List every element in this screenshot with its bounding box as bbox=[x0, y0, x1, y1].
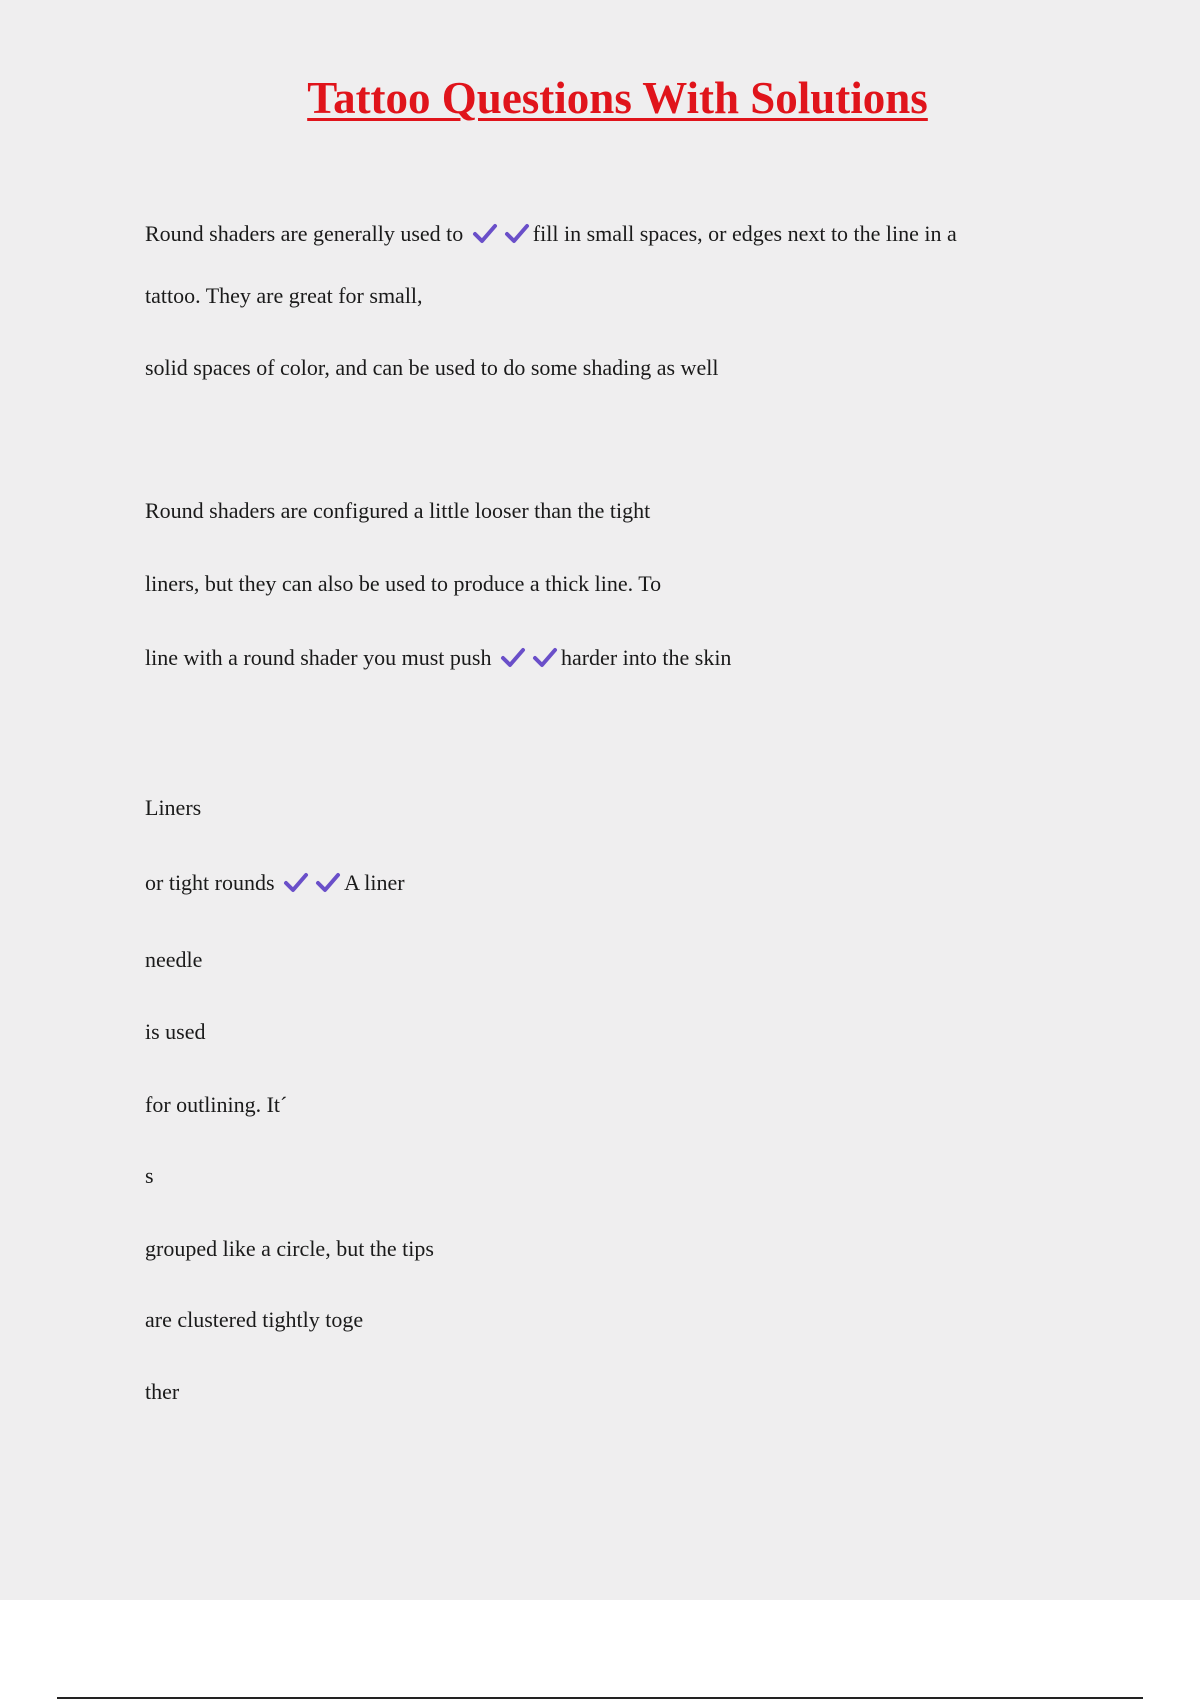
q1-answer-line-1: fill in small spaces, or edges next to the line in a bbox=[532, 221, 957, 246]
q3-answer-line-3: is used bbox=[145, 1019, 206, 1044]
q3-line-2 bbox=[145, 869, 405, 897]
q2-question-line-2: liners, but they can also be used to produce a thick line. To bbox=[145, 571, 662, 596]
q3-answer-line-1: A liner bbox=[344, 870, 405, 895]
q3-question-line-1: Liners bbox=[145, 795, 202, 820]
checkmark-icon bbox=[500, 646, 526, 668]
q1-question: Round shaders are generally used to bbox=[145, 221, 464, 246]
q2-question-line-3: line with a round shader you must push bbox=[145, 645, 492, 670]
q2-answer: harder into the skin bbox=[560, 645, 732, 670]
q3-question-line-2: or tight rounds bbox=[145, 870, 275, 895]
checkmark-icon bbox=[472, 222, 498, 244]
q3-answer-line-6: grouped like a circle, but the tips bbox=[145, 1236, 434, 1261]
q3-answer-line-7: are clustered tightly toge bbox=[145, 1307, 364, 1332]
q3-answer-line-2: needle bbox=[145, 947, 203, 972]
q3-answer-line-8: ther bbox=[145, 1379, 180, 1404]
document-title: Tattoo Questions With Solutions bbox=[307, 73, 928, 123]
footer-divider bbox=[57, 1697, 1143, 1699]
checkmark-icon bbox=[504, 222, 530, 244]
checkmark-icon bbox=[283, 871, 309, 893]
checkmark-icon bbox=[315, 871, 341, 893]
q1-answer-line-2: tattoo. They are great for small, bbox=[145, 283, 423, 308]
q2-line-3 bbox=[145, 644, 731, 672]
q2-question-line-1: Round shaders are configured a little looser than the tight bbox=[145, 498, 651, 523]
q1-answer-line-3: solid spaces of color, and can be used to do some shading as well bbox=[145, 355, 719, 380]
checkmark-icon bbox=[532, 646, 558, 668]
q3-answer-line-4: for outlining. It´ bbox=[145, 1092, 288, 1117]
q1-line-1 bbox=[145, 220, 957, 248]
q3-answer-line-5: s bbox=[145, 1163, 154, 1188]
